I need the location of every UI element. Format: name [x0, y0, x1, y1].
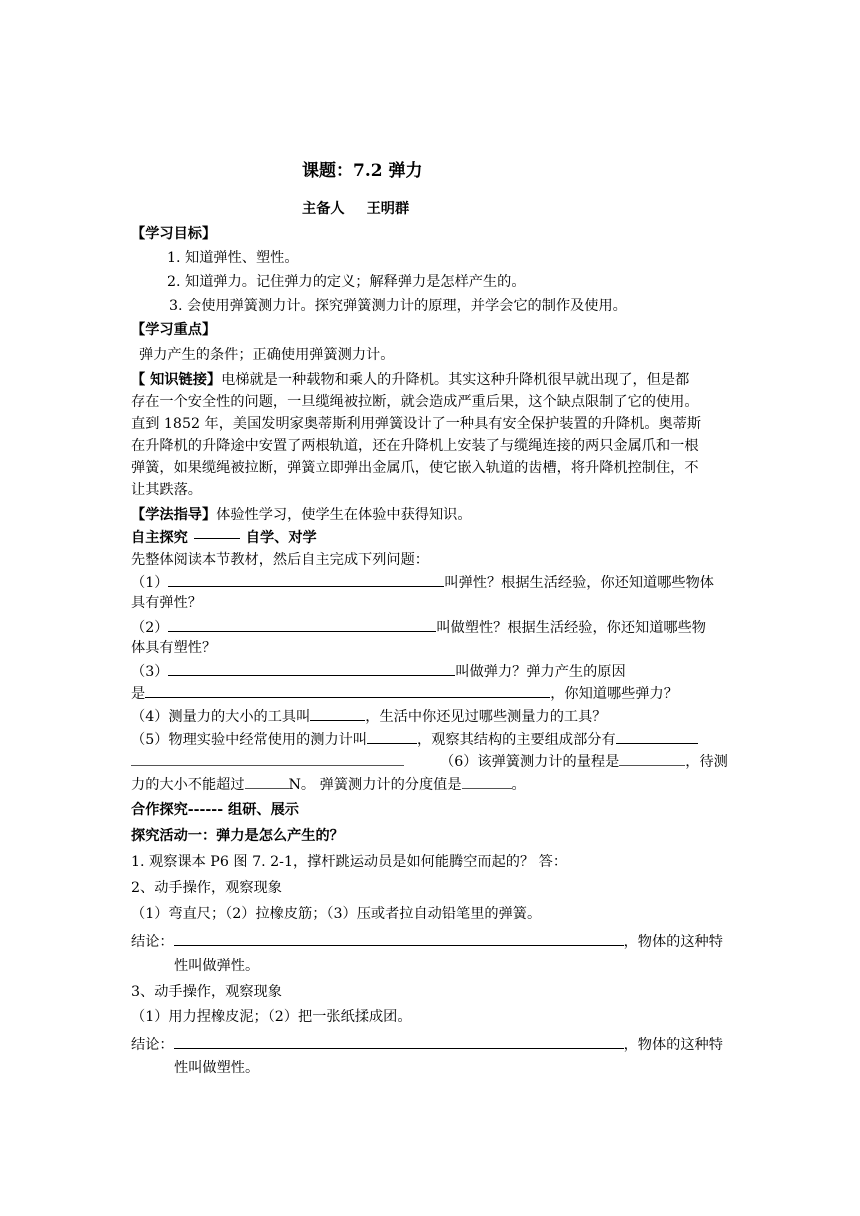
- q6-cont-text: 力的大小不能超过: [131, 777, 245, 793]
- conclusion-2-label: 结论：: [131, 1037, 174, 1053]
- q3-tail: ，你知道哪些弹力？: [550, 686, 678, 702]
- focus-text: 弹力产生的条件；正确使用弹簧测力计。: [139, 347, 395, 363]
- q3-blank[interactable]: [168, 660, 455, 676]
- knowledge-heading: 【 知识链接】: [131, 372, 222, 388]
- self-study-heading-a: 自主探究: [131, 530, 188, 546]
- q6-range-blank[interactable]: [619, 750, 685, 766]
- q1-number: （1）: [131, 575, 169, 591]
- conclusion-1-end: 性叫做弹性。: [174, 958, 260, 974]
- activity-1-heading: 探究活动一：弹力是怎么产生的？: [131, 828, 344, 844]
- question-2: [131, 616, 706, 638]
- question-3: [131, 660, 626, 682]
- activity-item-3: 3、动手操作，观察现象: [131, 984, 282, 1000]
- question-3-cont: [131, 682, 678, 704]
- conclusion-2-end: 性叫做塑性。: [174, 1060, 260, 1076]
- question-1-cont: 具有弹性？: [131, 595, 202, 611]
- knowledge-text-1: 电梯就是一种载物和乘人的升降机。其实这种升降机很早就出现了，但是都: [221, 372, 690, 388]
- q6-end: 。: [511, 777, 526, 793]
- q3-text: 叫做弹力？弹力产生的原因: [455, 664, 626, 680]
- q3-cont-text: 是: [131, 686, 146, 702]
- conclusion-1-tail: ，物体的这种特: [623, 934, 723, 950]
- cooperate-heading: 合作探究------ 组研、展示: [131, 802, 299, 818]
- q6-division-blank[interactable]: [462, 773, 512, 789]
- q6-cont-mid: N。 弹簧测力计的分度值是: [288, 777, 462, 793]
- knowledge-line-2: 存在一个安全性的问题，一旦缆绳被拉断，就会造成严重后果，这个缺点限制了它的使用。: [131, 394, 699, 410]
- heading-rule: [194, 538, 240, 539]
- q2-text: 叫做塑性？根据生活经验，你还知道哪些物: [436, 620, 706, 636]
- activity-item-2: 2、动手操作，观察现象: [131, 880, 282, 896]
- self-study-heading: [131, 528, 317, 548]
- focus-heading: 【学习重点】: [131, 322, 217, 338]
- q5-parts-blank[interactable]: [616, 728, 698, 744]
- knowledge-line-5: 弹簧，如果缆绳被拉断，弹簧立即弹出金属爪，使它嵌入轨道的齿槽，将升降机控制住，不: [131, 460, 699, 476]
- goal-item-1: 1. 知道弹性、塑性。: [167, 250, 299, 266]
- activity-item-3-ops: （1）用力捏橡皮泥；（2）把一张纸揉成团。: [131, 1009, 412, 1025]
- q5-parts-blank-cont[interactable]: [131, 750, 404, 766]
- question-2-cont: 体具有塑性？: [131, 640, 217, 656]
- question-5: [131, 728, 698, 750]
- q6-max-blank[interactable]: [245, 773, 289, 789]
- question-6-cont: [131, 773, 526, 795]
- method-heading: 【学法指导】: [131, 507, 217, 523]
- q5-mid: ，观察其结构的主要组成部分有: [417, 732, 616, 748]
- question-6: [131, 750, 728, 772]
- preparer-label: 主备人: [302, 201, 345, 217]
- q3-reason-blank[interactable]: [145, 682, 550, 698]
- self-study-intro: 先整体阅读本节教材，然后自主完成下列问题：: [131, 552, 429, 568]
- method-text: 体验性学习，使学生在体验中获得知识。: [216, 507, 472, 523]
- page-title: 课题：7.2 弹力: [302, 161, 423, 181]
- q6-tail: ，待测: [685, 754, 728, 770]
- q2-blank[interactable]: [168, 616, 436, 632]
- q5-blank[interactable]: [367, 728, 417, 744]
- self-study-heading-b: 自学、对学: [245, 530, 317, 546]
- goal-item-2: 2. 知道弹力。记住弹力的定义；解释弹力是怎样产生的。: [167, 274, 526, 290]
- q4-blank[interactable]: [310, 705, 365, 721]
- q5-text: （5）物理实验中经常使用的测力计叫: [131, 732, 368, 748]
- activity-item-1: 1. 观察课本 P6 图 7. 2-1，撑杆跳运动员是如何能腾空而起的？ 答：: [131, 854, 568, 870]
- method-line: [131, 505, 472, 525]
- conclusion-2-tail: ，物体的这种特: [623, 1037, 723, 1053]
- q2-number: （2）: [131, 620, 169, 636]
- knowledge-line-4: 在升降机的升降途中安置了两根轨道，还在升降机上安装了与缆绳连接的两只金属爪和一根: [131, 438, 699, 454]
- goal-item-3: 3. 会使用弹簧测力计。探究弹簧测力计的原理，并学会它的制作及使用。: [169, 298, 627, 314]
- q3-number: （3）: [131, 664, 169, 680]
- knowledge-line-3: 直到 1852 年，美国发明家奥蒂斯利用弹簧设计了一种具有安全保护装置的升降机。奥蒂斯: [131, 416, 702, 432]
- knowledge-line-6: 让其跌落。: [131, 482, 202, 498]
- q4-tail: ，生活中你还见过哪些测量力的工具？: [365, 709, 607, 725]
- q6-text: （6）该弹簧测力计的量程是: [440, 754, 620, 770]
- q1-text: 叫弹性？根据生活经验，你还知道哪些物体: [444, 575, 714, 591]
- conclusion-1-label: 结论：: [131, 934, 174, 950]
- goals-heading: 【学习目标】: [131, 226, 217, 242]
- conclusion-1-blank[interactable]: [174, 930, 624, 946]
- conclusion-2-blank[interactable]: [174, 1033, 624, 1049]
- q1-blank[interactable]: [168, 571, 444, 587]
- question-4: [131, 705, 606, 727]
- preparer-line: [302, 199, 409, 219]
- knowledge-line-1: [131, 370, 689, 390]
- preparer-name: 王明群: [366, 201, 410, 217]
- question-1: [131, 571, 714, 593]
- conclusion-2: [131, 1033, 723, 1055]
- q4-text: （4）测量力的大小的工具叫: [131, 709, 311, 725]
- conclusion-1: [131, 930, 723, 952]
- activity-item-2-ops: （1）弯直尺；（2）拉橡皮筋；（3）压或者拉自动铅笔里的弹簧。: [131, 906, 542, 922]
